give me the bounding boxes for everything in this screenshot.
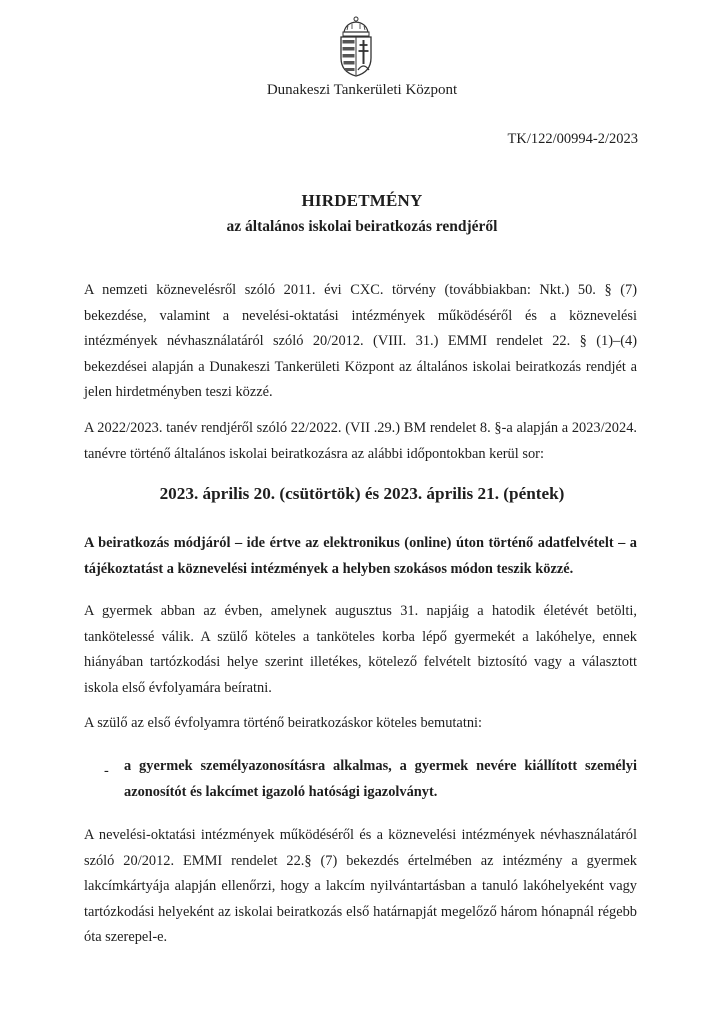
- enrollment-dates: 2023. április 20. (csütörtök) és 2023. április 21. (péntek): [159, 484, 565, 503]
- reference-number: TK/122/00994-2/2023: [507, 131, 638, 147]
- paragraph-school-year: A 2022/2023. tanév rendjéről szóló 22/2022. (VII .29.) BM rendelet 8. §-a alapján a 2023/2024. tanévre történő általános iskolai beiratkozásra az alábbi időpontokban kerül sor:: [84, 420, 637, 462]
- hungarian-coat-of-arms-icon: [334, 16, 378, 78]
- paragraph-enrollment-method: A beiratkozás módjáról – ide értve az elektronikus (online) úton történő adatfelvételt – a tájékoztatást a köznevelési intézmények a helyben szokásos módon teszik közzé.: [84, 535, 637, 577]
- paragraph-legal-basis: A nemzeti köznevelésről szóló 2011. évi CXC. törvény (továbbiakban: Nkt.) 50. § (7) bekezdése, valamint a nevelési-oktatási intézmények működéséről és a köznevelési intézmények névhasználatáról szóló 20/2012. (VIII. 31.) EMMI rendelet 22. § (1)–(4) bekezdései alapján a Dunakeszi Tankerületi Központ az általános iskolai beiratkozás rendjét a jelen hirdetményben teszi közzé.: [84, 282, 637, 400]
- paragraph-compulsory-schooling: A gyermek abban az évben, amelynek augusztus 31. napjáig a hatodik életévét betölti, tankötelessé válik. A szülő köteles a tanköteles korba lépő gyermekét a lakóhelye, ennek hiányában tartózkodási helye szerint illetékes, kötelező felvételt biztosító vagy a választott iskola első évfolyamára beíratni.: [84, 603, 637, 696]
- paragraph-required-documents-intro: A szülő az első évfolyamra történő beiratkozáskor köteles bemutatni:: [84, 715, 483, 731]
- paragraph-address-verification: A nevelési-oktatási intézmények működéséről és a köznevelési intézmények névhasználatáról szóló 20/2012. EMMI rendelet 22.§ (7) bekezdés értelmében az intézmény a gyermek lakcímkártyája alapján ellenőrzi, hogy a lakcím nyilvántartásban a tanuló lakóhelyeként vagy tartózkodási helyeként az iskolai beiratkozás első határnapját megelőző három hónapnál régebb óta szerepel-e.: [84, 827, 637, 945]
- list-item-id-card: a gyermek személyazonosításra alkalmas, a gyermek nevére kiállított személyi azonosítót és lakcímet igazoló hatósági igazolványt.: [124, 758, 637, 800]
- list-bullet: -: [104, 763, 109, 779]
- document-subtitle: az általános iskolai beiratkozás rendjéről: [226, 218, 498, 235]
- document-title: HIRDETMÉNY: [301, 191, 423, 210]
- organization-name: Dunakeszi Tankerületi Központ: [266, 82, 458, 98]
